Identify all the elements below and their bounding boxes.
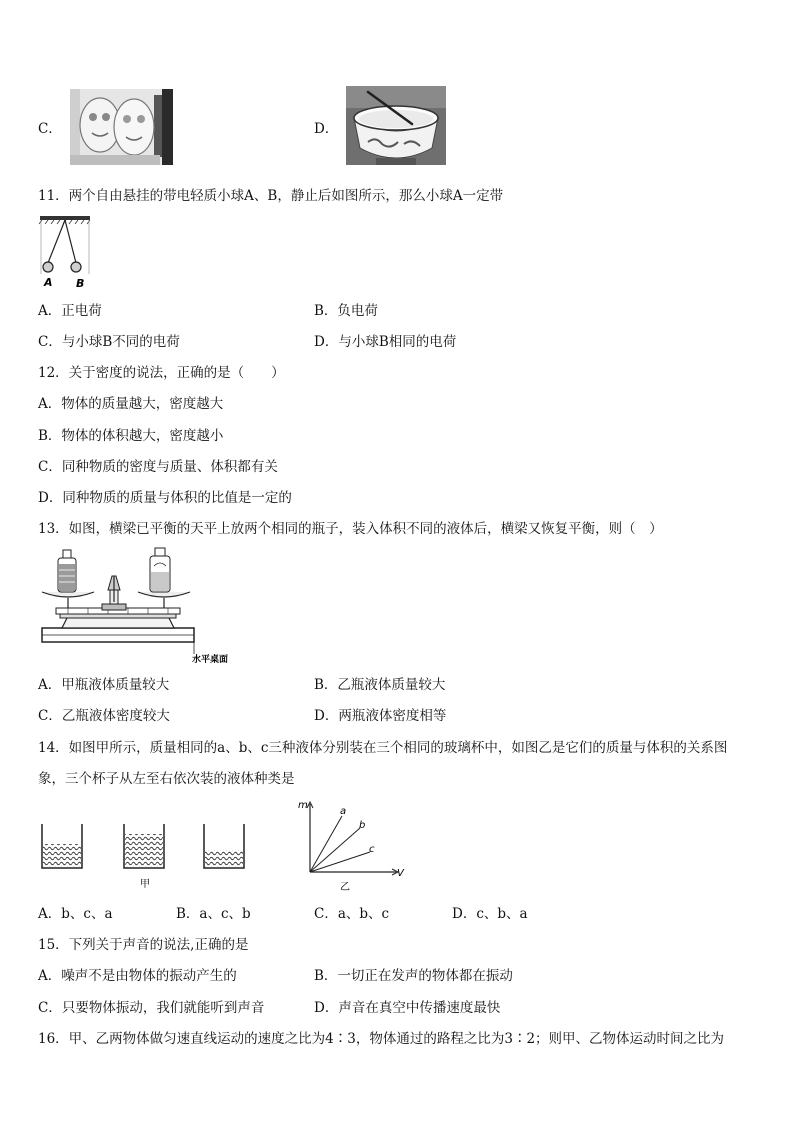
q12-option-a: A．物体的质量越大，密度越大 [38,396,224,412]
line-a-label: a [340,806,347,817]
q14-option-a: A．b、c、a [38,906,113,922]
q12-option-c: C．同种物质的密度与质量、体积都有关 [38,459,278,475]
q10-option-d-label: D． [314,121,339,137]
q12-option-d: D．同种物质的质量与体积的比值是一定的 [38,490,292,506]
axis-v-label: V [397,868,404,879]
beakers-and-graph-figure [36,796,416,896]
q13-option-c: C．乙瓶液体密度较大 [38,708,170,724]
q15-option-d: D．声音在真空中传播速度最快 [314,1000,501,1016]
q11-option-a: A．正电荷 [38,303,102,319]
q11-option-b: B．负电荷 [314,303,378,319]
line-b-label: b [359,820,366,831]
q11-stem: 11．两个自由悬挂的带电轻质小球A、B，静止后如图所示，那么小球A一定带 [38,188,504,204]
balance-scale-figure [38,546,238,668]
q13-stem: 13．如图，横梁已平衡的天平上放两个相同的瓶子，装入体积不同的液体后，横梁又恢复平衡，则（ ） [38,521,663,537]
q12-stem: 12．关于密度的说法，正确的是（ ） [38,365,285,381]
q13-option-b: B．乙瓶液体质量较大 [314,677,446,693]
q14-stem-line2: 象，三个杯子从左至右依次装的液体种类是 [38,771,295,787]
ball-a-label: A [44,276,53,289]
q15-stem: 15．下列关于声音的说法,正确的是 [38,937,249,953]
table-label: 水平桌面 [192,655,229,665]
fig-yi-label: 乙 [340,882,350,893]
q14-option-d: D．c、b、a [452,906,528,922]
q15-option-c: C．只要物体振动，我们就能听到声音 [38,1000,265,1016]
q12-option-b: B．物体的体积越大，密度越小 [38,428,224,444]
ball-b-label: B [76,277,85,290]
line-c-label: c [369,844,375,855]
bowl-photo [346,86,446,165]
q13-option-a: A．甲瓶液体质量较大 [38,677,170,693]
q10-option-c-label: C． [38,121,62,137]
fig-jia-label: 甲 [140,879,150,890]
axis-m-label: m [298,800,308,811]
q15-option-a: A．噪声不是由物体的振动产生的 [38,968,237,984]
q14-stem-line1: 14．如图甲所示，质量相同的a、b、c三种液体分别装在三个相同的玻璃杯中，如图乙是它们的质量与体积的关系图 [38,740,728,756]
q14-option-b: B．a、c、b [176,906,251,922]
q16-stem: 16．甲、乙两物体做匀速直线运动的速度之比为4∶3，物体通过的路程之比为3∶2；则甲、乙物体运动时间之比为 [38,1031,725,1047]
q11-option-c: C．与小球B不同的电荷 [38,334,180,350]
charged-balls-figure [38,214,92,290]
masks-photo [70,89,173,165]
q13-option-d: D．两瓶液体密度相等 [314,708,447,724]
q14-option-c: C．a、b、c [314,906,390,922]
q11-option-d: D．与小球B相同的电荷 [314,334,457,350]
q15-option-b: B．一切正在发声的物体都在振动 [314,968,513,984]
